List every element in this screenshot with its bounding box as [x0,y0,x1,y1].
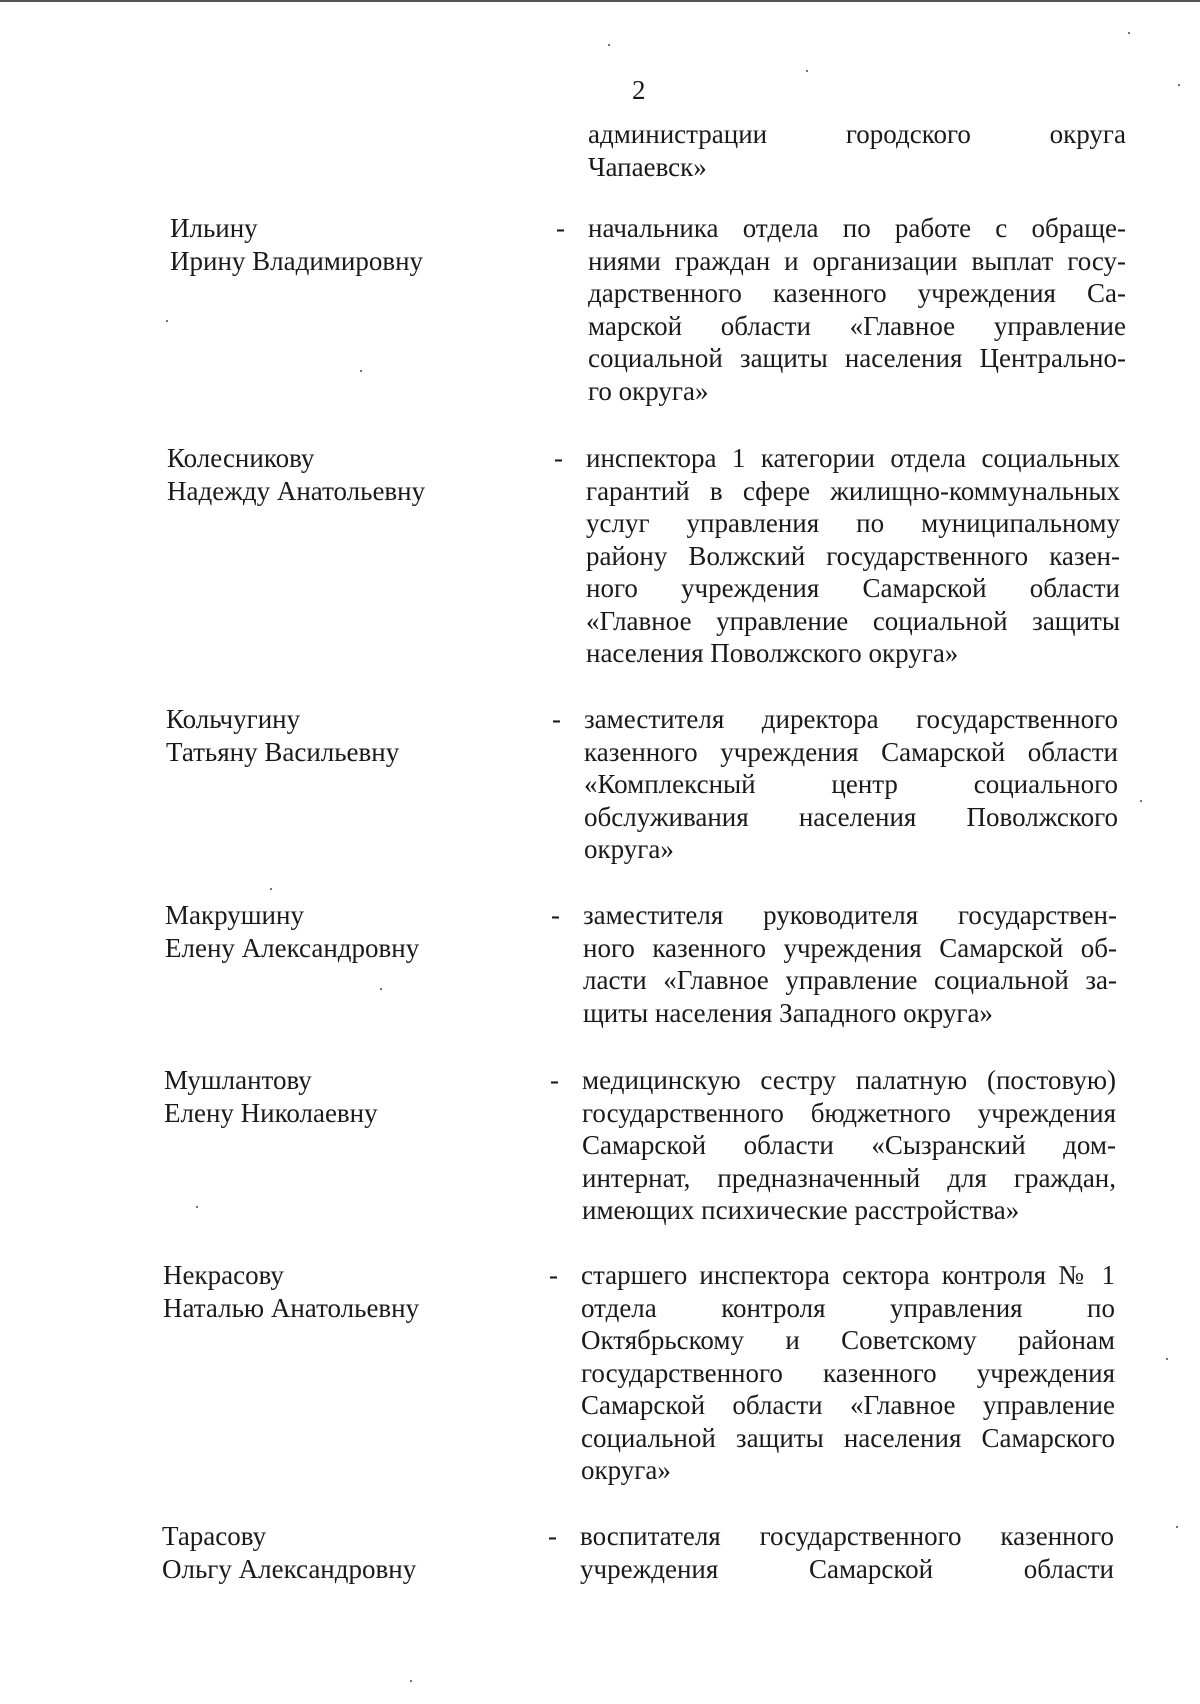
description-line: ного казенного учреждения Самарской об- [583,932,1117,963]
surname: Тарасову [162,1521,267,1551]
intro-description [588,118,1126,183]
scan-speck [270,888,272,890]
description-line: го округа» [588,375,709,406]
scan-speck [608,44,610,46]
description-line: населения Поволжского округа» [586,638,959,668]
scan-speck [1178,84,1180,86]
description-line: социальной защиты населения Центрально- [588,343,1126,373]
dash: - [550,1065,559,1095]
given-names: Елену Александровну [165,932,420,963]
given-names: Наталью Анатольевну [163,1292,420,1323]
description-line: отдела контроля управления по [581,1292,1115,1323]
position-description [580,1520,1114,1585]
description-line: интернат, предназначенный для граждан, [582,1162,1116,1193]
person-name [167,442,425,507]
description-line: дарственного казенного учреждения Са- [588,278,1126,308]
description-line: заместителя руководителя государствен- [583,900,1117,930]
scan-speck [1166,1358,1168,1360]
position-description [582,1064,1116,1227]
description-line: округа» [581,1455,671,1485]
given-names: Елену Николаевну [164,1097,378,1128]
description-line: району Волжский государственного казен- [586,540,1120,571]
top-edge-line [0,0,1200,2]
given-names: Ирину Владимировну [170,245,424,276]
description-line: ласти «Главное управление социальной за- [583,965,1117,995]
given-names: Надежду Анатольевну [167,475,426,506]
scan-speck [380,988,382,990]
person-name [165,899,419,964]
description-line: заместителя директора государственного [584,704,1118,734]
person-name [163,1259,419,1324]
description-line: Чапаевск» [588,151,707,182]
description-line: услуг управления по муниципальному [586,508,1120,538]
scan-speck [1176,1526,1178,1528]
person-name [164,1064,378,1129]
dash: - [552,704,561,734]
description-line: государственного казенного учреждения [581,1357,1115,1388]
description-line: государственного бюджетного учреждения [582,1097,1116,1128]
dash: - [556,213,565,243]
description-line: ного учреждения Самарской области [586,573,1120,603]
description-line: щиты населения Западного округа» [583,997,993,1028]
given-names: Ольгу Александровну [162,1553,417,1584]
position-description [588,212,1126,407]
scan-speck [806,70,808,72]
description-line: обслуживания населения Поволжского [584,801,1118,832]
description-line: Октябрьскому и Советскому районам [581,1325,1115,1355]
surname: Кольчугину [166,704,301,734]
scan-speck [1128,32,1130,34]
description-line: «Комплексный центр социального [584,769,1118,799]
dash: - [554,443,563,473]
description-line: старшего инспектора сектора контроля № 1 [581,1260,1115,1290]
description-line: ниями граждан и организации выплат госу- [588,245,1126,276]
dash: - [548,1521,557,1551]
description-line: марской области «Главное управление [588,310,1126,341]
position-description [581,1259,1115,1487]
description-line: округа» [584,834,674,864]
description-line: медицинскую сестру палатную (постовую) [582,1065,1116,1095]
surname: Ильину [170,213,258,243]
surname: Некрасову [163,1260,284,1290]
person-name [162,1520,416,1585]
scan-speck [1140,800,1142,802]
description-line: Самарской области «Главное управление [581,1390,1115,1420]
description-line: начальника отдела по работе с обраще- [588,213,1126,243]
dash: - [551,900,560,930]
scan-speck [360,370,362,372]
scan-speck [196,1206,198,1208]
description-line: гарантий в сфере жилищно-коммунальных [586,475,1120,506]
scan-speck [166,320,168,322]
position-description [586,442,1120,670]
description-line: администрации городского округа [588,119,1126,149]
surname: Мушлантову [164,1065,312,1095]
position-description [584,703,1118,866]
description-line: казенного учреждения Самарской области [584,736,1118,767]
description-line: учреждения Самарской области [580,1553,1114,1584]
description-line: имеющих психические расстройства» [582,1195,1020,1225]
description-line: инспектора 1 категории отдела социальных [586,443,1120,473]
description-line: Самарской области «Сызранский дом- [582,1130,1116,1160]
description-line: «Главное управление социальной защиты [586,605,1120,636]
given-names: Татьяну Васильевну [166,736,400,767]
dash: - [549,1260,558,1290]
person-name [166,703,399,768]
description-line: воспитателя государственного казенного [580,1521,1114,1551]
scan-speck [410,1680,412,1682]
surname: Колесникову [167,443,315,473]
position-description [583,899,1117,1029]
page-number: 2 [632,75,646,105]
person-name [170,212,423,277]
surname: Макрушину [165,900,304,930]
description-line: социальной защиты населения Самарского [581,1422,1115,1453]
